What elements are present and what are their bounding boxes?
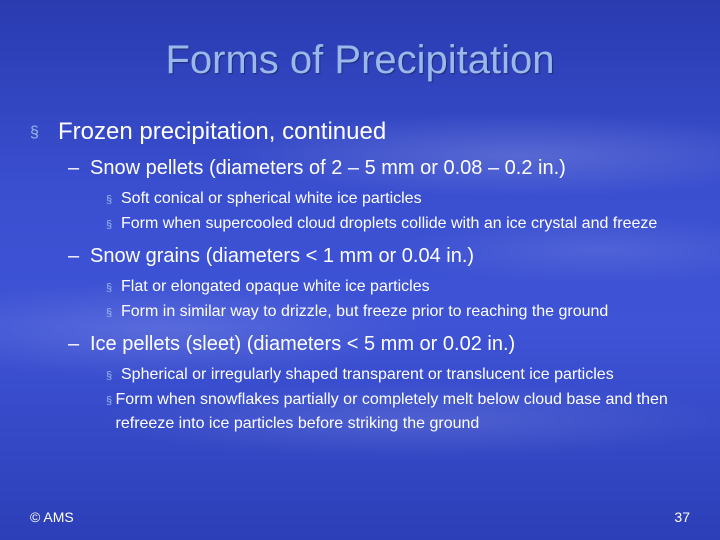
sub-heading <box>68 243 700 269</box>
sub-item-snow-grains <box>30 243 700 325</box>
square-bullet-icon: § <box>106 219 113 231</box>
detail-point <box>106 187 700 212</box>
detail-point <box>106 275 700 300</box>
square-bullet-icon: § <box>106 307 113 319</box>
page-number: 37 <box>674 509 690 525</box>
square-bullet-icon: § <box>30 124 39 141</box>
detail-point <box>106 300 700 325</box>
dash-bullet-icon: – <box>68 157 80 179</box>
slide-content <box>30 116 700 440</box>
square-bullet-icon: § <box>106 370 113 382</box>
square-bullet-icon: § <box>106 395 113 407</box>
detail-point-text: Form when snowflakes partially or completely melt below cloud base and then refreeze into ice particles before striking the ground <box>115 391 668 432</box>
detail-point <box>106 388 700 436</box>
copyright-footer: © AMS <box>30 509 74 525</box>
slide-title: Forms of Precipitation <box>165 38 555 82</box>
detail-point-text: Form when supercooled cloud droplets collide with an ice crystal and freeze <box>121 215 658 232</box>
detail-point-text: Flat or elongated opaque white ice particles <box>121 278 430 295</box>
sub-heading-text: Snow pellets (diameters of 2 – 5 mm or 0.08 – 0.2 in.) <box>90 157 566 179</box>
main-bullet <box>30 116 700 149</box>
sub-heading-text: Ice pellets (sleet) (diameters < 5 mm or 0.02 in.) <box>90 333 516 355</box>
sub-heading <box>68 155 700 181</box>
detail-point <box>106 363 700 388</box>
dash-bullet-icon: – <box>68 245 80 267</box>
square-bullet-icon: § <box>106 194 113 206</box>
detail-point-text: Soft conical or spherical white ice particles <box>121 190 422 207</box>
detail-point <box>106 212 700 237</box>
sub-item-snow-pellets <box>30 155 700 237</box>
sub-heading <box>68 331 700 357</box>
main-bullet-text: Frozen precipitation, continued <box>58 118 387 145</box>
square-bullet-icon: § <box>106 282 113 294</box>
sub-item-ice-pellets <box>30 331 700 436</box>
detail-point-text: Form in similar way to drizzle, but freeze prior to reaching the ground <box>121 303 609 320</box>
detail-point-text: Spherical or irregularly shaped transparent or translucent ice particles <box>121 366 614 383</box>
dash-bullet-icon: – <box>68 333 80 355</box>
sub-heading-text: Snow grains (diameters < 1 mm or 0.04 in.) <box>90 245 475 267</box>
